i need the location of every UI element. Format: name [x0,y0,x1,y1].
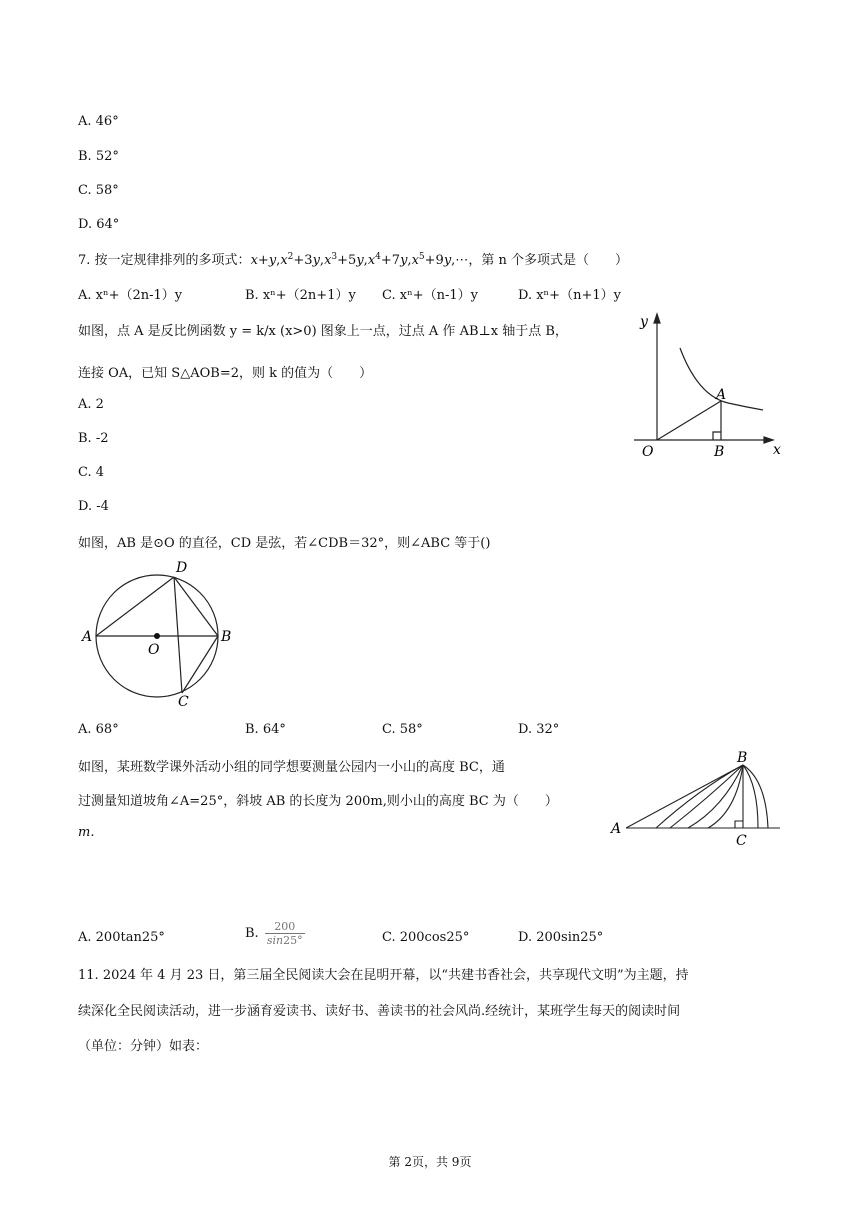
q10-label-c: C [736,833,747,849]
q10-option-b: B. $\frac{200}{\sin 25^\circ}$ [245,920,303,947]
q10-stem-line1: 如图，某班数学课外活动小组的同学想要测量公园内一小山的高度 BC，通 [78,760,505,775]
q9-option-c: C. 58° [382,722,423,737]
q7-option-b: B. xⁿ+（2n+1）y [245,288,356,303]
q9-options [78,722,778,742]
q10-right-angle-mark [735,821,743,828]
page-footer: 第 2页，共 9页 [388,1155,472,1169]
q8-label-x: x [773,442,781,458]
q7-option-a: A. xⁿ+（2n-1）y [78,288,183,303]
q10-hill-contour-2 [656,765,743,828]
q10-hill-contour-3 [670,765,743,828]
q8-stem-line2: 连接 OA，已知 S△AOB=2，则 k 的值为（ ） [78,366,373,381]
q8-stem-line1: 如图，点 A 是反比例函数 y = k/x (x>0) 图象上一点，过点 A 作 AB⊥x 轴于点 B， [78,324,568,339]
q8-right-angle-mark [713,432,721,440]
q8-segment-oa [657,401,721,440]
q9-stem: 如图，AB 是⊙O 的直径，CD 是弦，若∠CDB＝32°，则∠ABC 等于() [78,536,491,551]
q6-option-c: C. 58° [78,183,119,198]
q8-y-arrow [654,314,660,323]
q7-options [78,284,778,304]
q9-label-o: O [148,642,160,658]
q8-option-c: C. 4 [78,465,105,480]
q10-stem-line2: 过测量知道坡角∠A=25°，斜坡 AB 的长度为 200m,则小山的高度 BC 为（ ） [78,794,558,809]
q11-line1 [78,964,689,983]
q7-number: 7. [78,253,91,268]
q7-polynomial-sequence: $x+y,x^2+3y,x^3+5y,x^4+7y,x^5+9y,\cdots$ [250,252,469,268]
q9-chord-dc [174,577,182,693]
q10-slope-ab [626,765,743,828]
q9-chord-ad [96,577,174,636]
q7-option-d: D. xⁿ+（n+1）y [518,288,621,303]
q8-label-b: B [714,444,725,460]
q10-label-a: A [611,821,622,837]
q9-label-b: B [221,629,232,645]
q11-number: 11. [78,968,99,983]
q11-line1-text: 2024 年 4 月 23 日，第三届全民阅读大会在昆明开幕，以“共建书香社会，共享现代文明”为主题，持 [102,968,689,983]
q9-option-d: D. 32° [518,722,560,737]
q11-line3: （单位：分钟）如表： [78,1039,209,1054]
q9-chord-cb [182,636,218,693]
q10-option-a: A. 200tan25° [78,930,165,945]
q9-option-a: A. 68° [78,722,119,737]
q9-label-a: A [82,629,93,645]
q8-label-y: y [640,314,648,330]
q9-figure [78,557,238,709]
q10-option-d: D. 200sin25° [518,930,604,945]
q8-figure [628,308,788,463]
q10-figure [608,750,783,850]
q8-x-arrow [764,437,773,443]
q11-line2: 续深化全民阅读活动，进一步涵育爱读书、读好书、善读书的社会风尚.经统计，某班学生每天的阅读时间 [78,1004,681,1019]
q10-options [78,920,778,956]
q7-stem [78,249,628,268]
q6-option-b: B. 52° [78,149,119,164]
q10-stem-line3: m. [78,825,95,840]
q9-option-b: B. 64° [245,722,286,737]
q9-label-c: C [178,694,189,709]
q9-label-d: D [176,560,188,576]
q7-stem-prefix: 按一定规律排列的多项式： [94,253,251,268]
q9-chord-db [174,577,218,636]
q10-option-c: C. 200cos25° [382,930,470,945]
q6-option-d: D. 64° [78,217,120,232]
q7-option-c: C. xⁿ+（n-1）y [382,288,478,303]
q8-option-b: B. -2 [78,431,109,446]
q6-option-a: A. 46° [78,114,119,129]
q10-label-b: B [737,750,748,766]
q8-option-a: A. 2 [78,397,104,412]
q8-option-d: D. -4 [78,499,109,514]
q9-center-point [154,633,160,639]
q8-label-a: A [716,387,727,403]
q8-label-o: O [642,444,654,460]
q7-stem-suffix: ，第 n 个多项式是（ ） [468,253,628,268]
q10-hill-contour-1 [743,765,758,828]
